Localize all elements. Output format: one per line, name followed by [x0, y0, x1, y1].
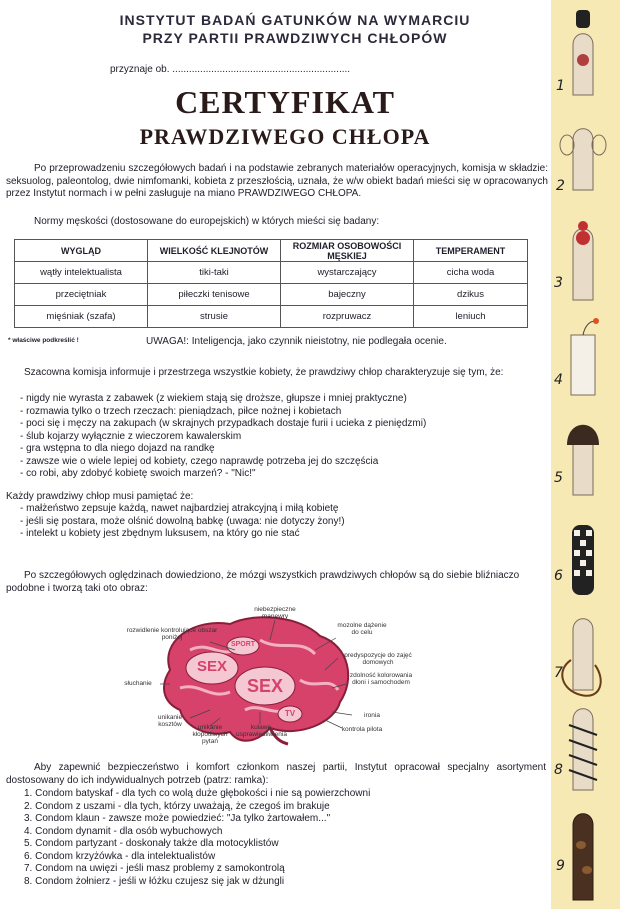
figure-8-soldier	[569, 709, 597, 790]
tv-word: TV	[284, 709, 296, 718]
table-cell: rozpruwacz	[281, 306, 414, 328]
list-item: 2. Condom z uszami - dla tych, którzy uważają, że czegoś im brakuje	[24, 800, 330, 812]
figure-5-partisan	[567, 425, 599, 495]
list-item: - gra wstępna to dla niego dojazd na randkę	[20, 443, 215, 454]
table-header-cell: ROZMIAR OSOBOWOŚCI MĘSKIEJ	[281, 240, 414, 262]
label-avoiding-costs: unikanie kosztów	[157, 714, 183, 728]
brain-intro: Po szczegółowych oględzinach dowiedziono, że mózgi wszystkich prawdziwych chłopów są do siebie bliźniaczo podobne i tworzą taki oto obraz:	[6, 570, 520, 594]
table-footnote: * właściwe podkreślić !	[8, 337, 79, 344]
table-cell: wątły intelektualista	[15, 262, 148, 284]
table-cell: przeciętniak	[15, 284, 148, 306]
recognition-line: przyznaje ob. ................................................................	[110, 64, 351, 75]
table-cell: strusie	[148, 306, 281, 328]
label-irony: ironia	[364, 712, 380, 719]
label-dangerous-maneuvers: niebezpieczne manewry	[254, 606, 296, 620]
list-item: - rozmawia tylko o trzech rzeczach: pieniądzach, piłce nożnej i kobietach	[20, 405, 342, 417]
label-control-area: rozwidlenie kontrolujące obszar poniżej	[126, 627, 218, 641]
list-item: 6. Condom krzyżówka - dla intelektualistów	[24, 850, 216, 862]
sport-word: SPORT	[230, 641, 256, 648]
figure-4-dynamite	[571, 318, 599, 395]
label-predispositions: predyspozycje do zajęć domowych	[344, 652, 412, 666]
table-header-row	[15, 240, 528, 262]
certificate-subtitle: PRAWDZIWEGO CHŁOPA	[139, 124, 431, 149]
figure-1-batyskaf	[573, 10, 593, 95]
table-cell: mięśniak (szafa)	[15, 306, 148, 328]
table-row	[15, 262, 528, 284]
certificate-title: CERTYFIKAT	[175, 84, 395, 120]
sex-word-left: SEX	[196, 658, 227, 675]
table-header-cell: TEMPERAMENT	[414, 240, 528, 262]
strip-number: 9	[556, 858, 565, 874]
table-cell: cicha woda	[414, 262, 528, 284]
figure-6-crossword	[572, 525, 594, 595]
section3-intro: Aby zapewnić bezpieczeństwo i komfort członkom naszej partii, Instytut opracował specjalny asortyment dostosowany do ich indywidualnych potrzeb (patrz: ramka):	[6, 762, 546, 786]
figure-7-leash	[562, 619, 600, 696]
figure-2-ears	[560, 129, 606, 190]
list-item: - ślub kojarzy wyłącznie z wieczorem kawalerskim	[20, 430, 242, 442]
list-item: - zawsze wie o wiele lepiej od kobiety, czego naprawdę potrzeba jej do szczęścia	[20, 455, 379, 467]
table-row	[15, 306, 528, 328]
list-item: - intelekt u kobiety jest zbędnym luksusem, na który go nie stać	[20, 528, 300, 539]
table-cell: wystarczający	[281, 262, 414, 284]
table-header-cell: WIELKOŚĆ KLEJNOTÓW	[148, 240, 281, 262]
strip-number: 8	[554, 762, 563, 778]
table-header-cell: WYGLĄD	[15, 240, 148, 262]
strip-number: 2	[556, 178, 565, 194]
table-cell: tiki-taki	[148, 262, 281, 284]
table-cell: dzikus	[414, 284, 528, 306]
label-goal: mozolne dążenie do celu	[337, 622, 387, 636]
norms-table	[14, 239, 528, 328]
sex-word-center: SEX	[246, 676, 284, 696]
label-collecting: zdolność kolorowania dłoni i samochodem	[349, 672, 413, 686]
strip-number: 7	[554, 665, 563, 681]
strip-number: 3	[554, 275, 563, 291]
label-leader-lines	[110, 600, 430, 760]
figure-3-clown	[573, 221, 593, 300]
condom-list	[24, 788, 544, 888]
strip-number: 4	[554, 372, 563, 388]
list-item: - poci się i męczy na zakupach (w skrajnych przypadkach dostaje furii i ucieka z pieniędzmi)	[20, 418, 427, 429]
remember-list	[20, 503, 550, 541]
list-item: 4. Condom dynamit - dla osób wybuchowych	[24, 825, 223, 837]
list-item: - małżeństwo zepsuje każdą, nawet najbardziej atrakcyjną i miłą kobietę	[20, 503, 339, 514]
list-item: 8. Condom żołnierz - jeśli w łóżku czujesz się jak w dżungli	[24, 875, 285, 887]
table-cell: piłeczki tenisowe	[148, 284, 281, 306]
list-item: - jeśli się postara, może olśnić dowolną babkę (uwaga: nie dotyczy żony!)	[20, 515, 345, 527]
label-hearing: słuchanie	[124, 680, 152, 687]
strip-number: 1	[556, 78, 565, 94]
list-item: 1. Condom batyskaf - dla tych co wolą duże głębokości i nie są powierzchowni	[24, 788, 371, 799]
list-item: 3. Condom klaun - zawsze może powiedzieć: "Ja tylko żartowałem..."	[24, 813, 331, 824]
table-row	[15, 284, 528, 306]
strip-number: 6	[554, 568, 563, 584]
intelligence-warning: UWAGA!: Inteligencja, jako czynnik nieistotny, nie podlegała ocenie.	[146, 336, 447, 347]
table-cell: leniuch	[414, 306, 528, 328]
traits-list	[20, 393, 550, 481]
label-avoiding-questions: unikanie kłopotliwych pytań	[192, 724, 228, 745]
list-item: - nigdy nie wyrasta z zabawek (z wiekiem stają się droższe, głupsze i mniej praktyczne)	[20, 393, 407, 404]
list-item: 7. Condom na uwięzi - jeśli masz problemy z samokontrolą	[24, 863, 285, 874]
intro-paragraph: Po przeprowadzeniu szczegółowych badań i na podstawie zebranych materiałów operacyjnych, komisja w składzie: seksuolog, paleontolog, dwie nimfomanki, kobieta z przeszłością, uznała, że w/w obiekt badań mieści się w opracowanych przez Instytut normach i w pełni zasługuje na miano PRAWDZIWEGO CHŁOPA.	[6, 163, 548, 199]
norms-intro: Normy męskości (dostosowane do europejskich) w których mieści się badany:	[34, 216, 380, 227]
section2-intro: Szacowna komisja informuje i przestrzega wszystkie kobiety, że prawdziwy chłop charakteryzuje się tym, że:	[24, 367, 504, 378]
list-item: - co robi, aby zdobyć kobietę swoich marzeń? - "Nic!"	[20, 468, 256, 479]
label-remote: kontrola pilota	[341, 726, 383, 733]
institute-name: INSTYTUT BADAŃ GATUNKÓW NA WYMARCIU	[119, 12, 471, 28]
list-item: 5. Condom partyzant - doskonały także dla motocyklistów	[24, 838, 279, 849]
strip-number: 5	[554, 470, 563, 486]
figure-9-camouflage	[573, 814, 593, 900]
table-cell: bajeczny	[281, 284, 414, 306]
label-excuses: kulawe usprawiedliwienia	[236, 724, 287, 738]
institute-subtitle: PRZY PARTII PRAWDZIWYCH CHŁOPÓW	[142, 30, 448, 46]
must-remember-heading: Każdy prawdziwy chłop musi pamiętać że:	[6, 491, 194, 502]
